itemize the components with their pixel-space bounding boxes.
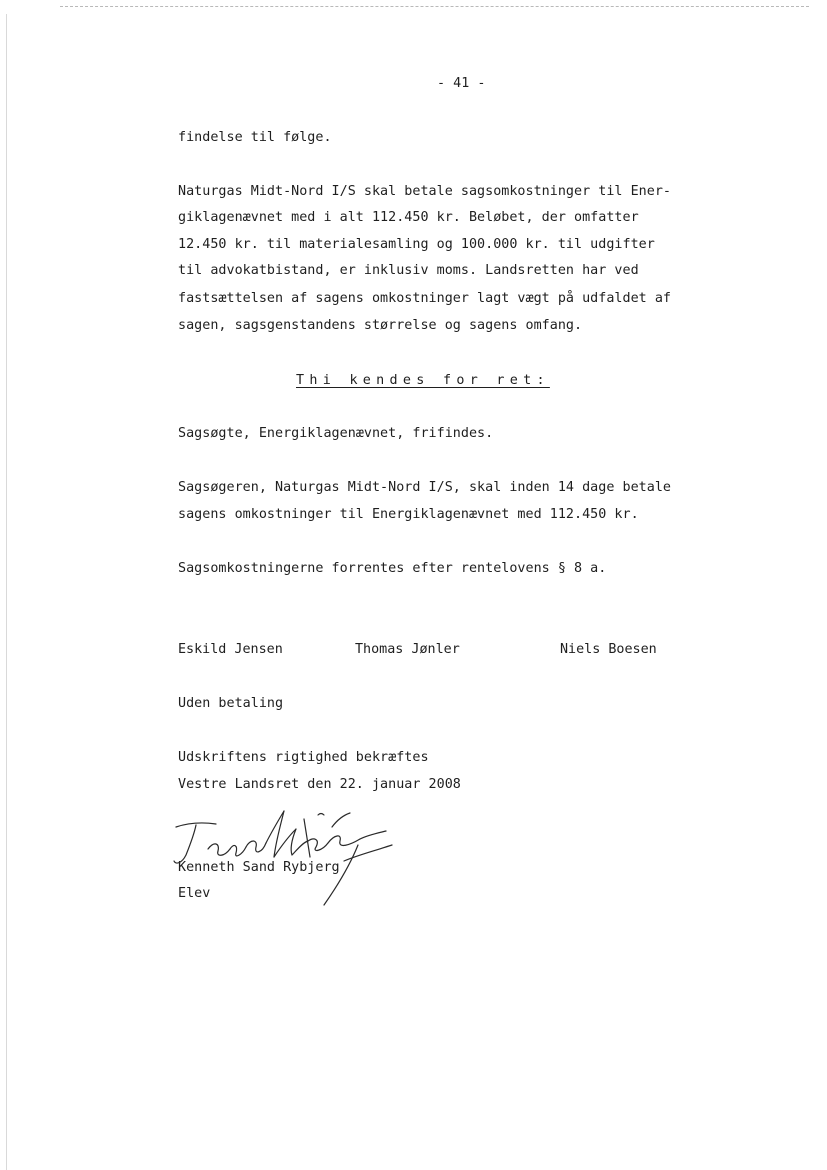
paragraph-line: Sagsøgte, Energiklagenævnet, frifindes.: [178, 426, 494, 441]
scan-top-edge: [60, 6, 809, 7]
paragraph-line: giklagenævnet med i alt 112.450 kr. Beløbet, der omfatter: [178, 210, 639, 225]
certification-line: Udskriftens rigtighed bekræftes: [178, 750, 429, 765]
paragraph-line: Sagsøgeren, Naturgas Midt-Nord I/S, skal inden 14 dage betale: [178, 480, 671, 495]
paragraph-line: 12.450 kr. til materialesamling og 100.000 kr. til udgifter: [178, 237, 655, 252]
certification-line: Vestre Landsret den 22. januar 2008: [178, 777, 461, 792]
judge-name: Niels Boesen: [560, 642, 657, 657]
paragraph-line: sagen, sagsgenstandens størrelse og sagens omfang.: [178, 318, 583, 333]
scan-left-edge: [6, 14, 7, 1170]
paragraph-line: Naturgas Midt-Nord I/S skal betale sagsomkostninger til Ener-: [178, 184, 671, 199]
handwritten-signature: [168, 805, 418, 915]
paragraph-line: Sagsomkostningerne forrentes efter rentelovens § 8 a.: [178, 561, 607, 576]
signatory-title: Elev: [178, 886, 211, 901]
paragraph-line: til advokatbistand, er inklusiv moms. Landsretten har ved: [178, 263, 639, 278]
paragraph-line: findelse til følge.: [178, 130, 332, 145]
page-number: - 41 -: [437, 76, 486, 91]
paragraph-line: fastsættelsen af sagens omkostninger lagt vægt på udfaldet af: [178, 291, 671, 306]
signatory-name: Kenneth Sand Rybjerg: [178, 860, 340, 875]
paragraph-line: sagens omkostninger til Energiklagenævnet med 112.450 kr.: [178, 507, 639, 522]
judge-name: Thomas Jønler: [355, 642, 460, 657]
verdict-heading: Thi kendes for ret:: [296, 373, 550, 388]
judge-name: Eskild Jensen: [178, 642, 283, 657]
fee-note: Uden betaling: [178, 696, 284, 711]
